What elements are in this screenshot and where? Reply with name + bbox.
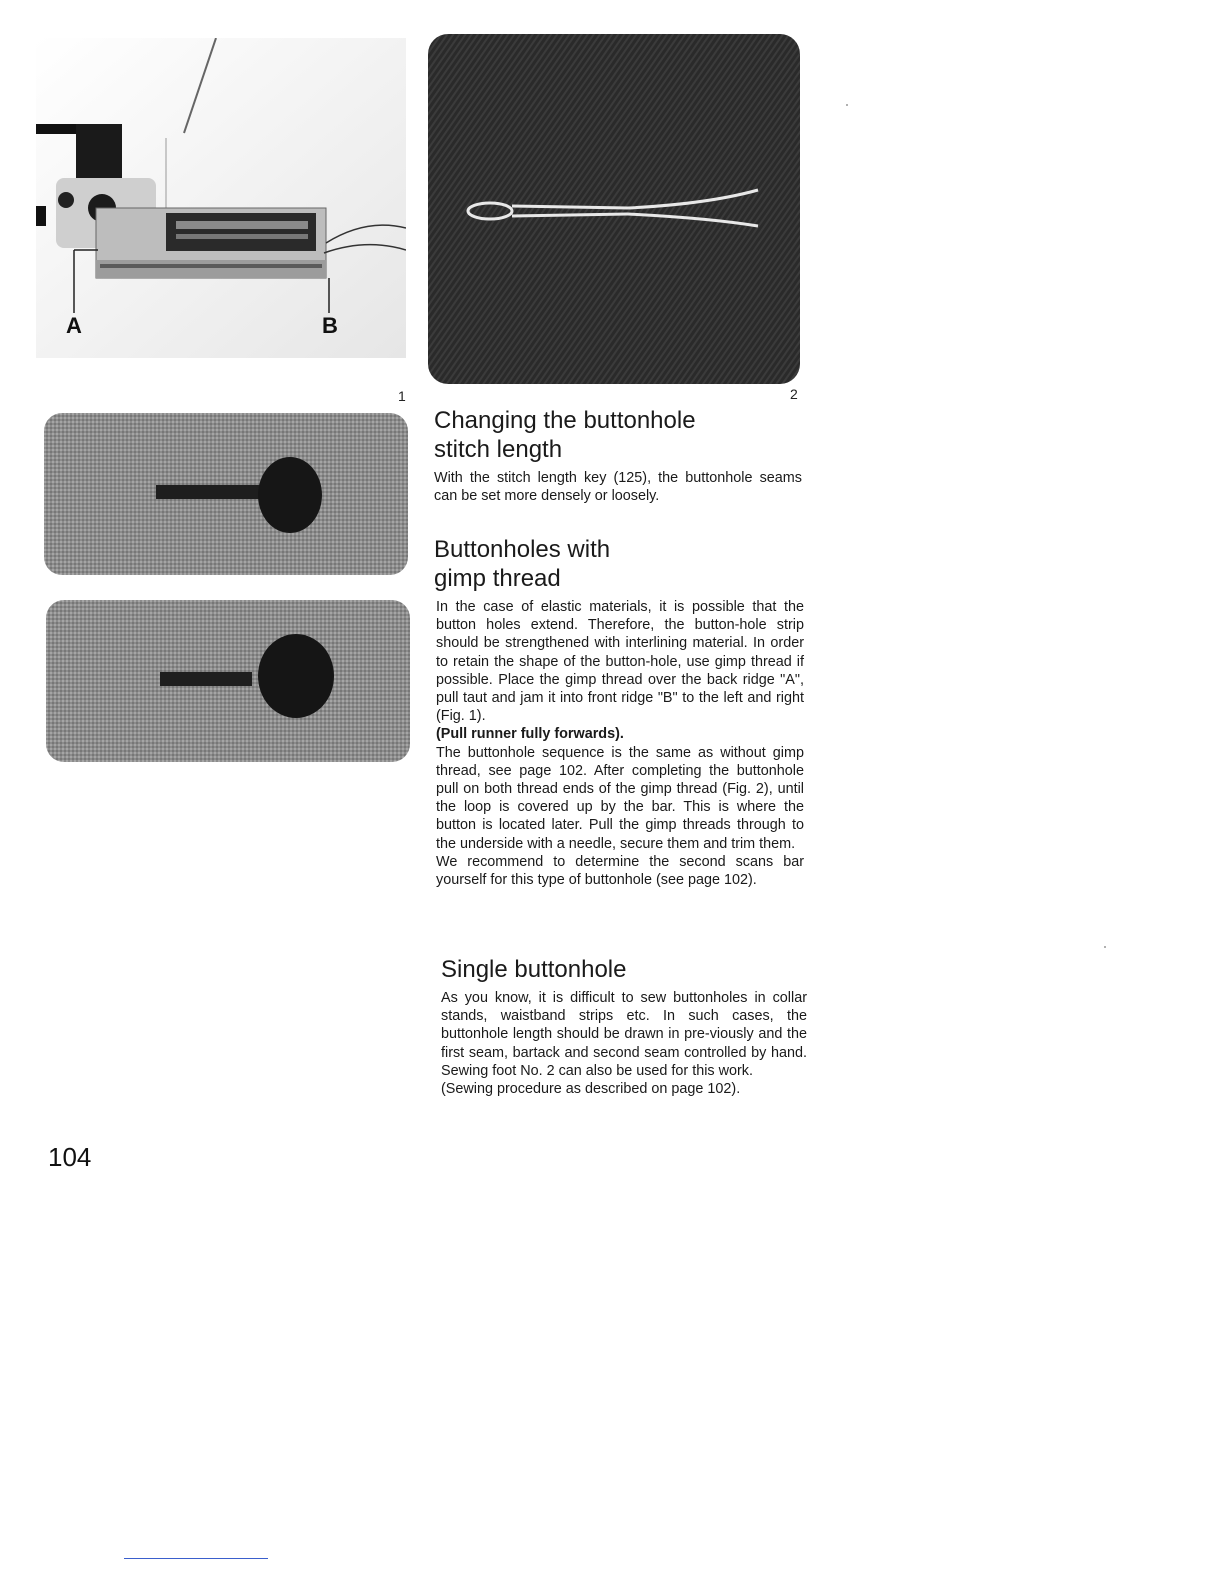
stitch-length-paragraph: With the stitch length key (125), the buttonhole seams can be set more densely or loosely.	[434, 470, 802, 505]
footer-rule	[124, 1558, 268, 1559]
heading-line: stitch length	[434, 436, 563, 463]
heading-line: gimp thread	[434, 565, 561, 592]
section-heading-single-buttonhole	[441, 955, 821, 984]
machine-illustration	[36, 38, 406, 358]
section-heading-gimp-thread	[434, 535, 814, 593]
heading-line: Buttonholes with	[434, 536, 611, 563]
scan-speck	[846, 104, 848, 106]
section-heading-stitch-length	[434, 406, 814, 464]
single-paragraph-2: (Sewing procedure as described on page 102).	[441, 1081, 741, 1098]
gimp-bold-note: (Pull runner fully forwards).	[436, 726, 624, 743]
figure-2-gimp-loop-photo	[428, 34, 800, 384]
gimp-paragraph-3: We recommend to determine the second scans bar yourself for this type of buttonhole (see page 102).	[436, 853, 804, 889]
single-paragraph-1: As you know, it is difficult to sew buttonholes in collar stands, waistband strips etc. In such cases, the buttonhole length should be drawn in pre-viously and the first seam, bartack and second seam controlled by hand. Sewing foot No. 2 can also be used for this work.	[441, 990, 807, 1079]
figure-1-machine-photo	[36, 38, 406, 358]
label-b: B	[322, 313, 338, 338]
fabric-sample-photo-2	[46, 600, 410, 762]
gimp-thread-text	[436, 598, 804, 889]
label-a: A	[66, 313, 82, 338]
figure-2-number: 2	[790, 386, 798, 402]
gimp-paragraph-1: In the case of elastic materials, it is possible that the button holes extend. Therefore, the button-hole strip should be strengthened with interlining material. In order to retain the shape of the button-hole, use gimp thread if possible. Place the gimp thread over the back ridge "A", pull taut and jam it into front ridge "B" to the left and right (Fig. 1).	[436, 599, 804, 725]
fabric-sample-photo-1	[44, 413, 408, 575]
figure-1-number: 1	[398, 388, 406, 404]
single-buttonhole-text	[441, 989, 807, 1098]
scan-speck	[1104, 946, 1106, 948]
gimp-paragraph-2: The buttonhole sequence is the same as without gimp thread, see page 102. After completing the buttonhole pull on both thread ends of the gimp thread (Fig. 2), until the loop is covered up by the bar. This is where the button is located later. Pull the gimp threads through to the underside with a needle, secure them and trim them.	[436, 744, 804, 852]
page-number: 104	[48, 1142, 92, 1172]
heading-line: Changing the buttonhole	[434, 407, 696, 434]
heading-line: Single buttonhole	[441, 956, 627, 983]
